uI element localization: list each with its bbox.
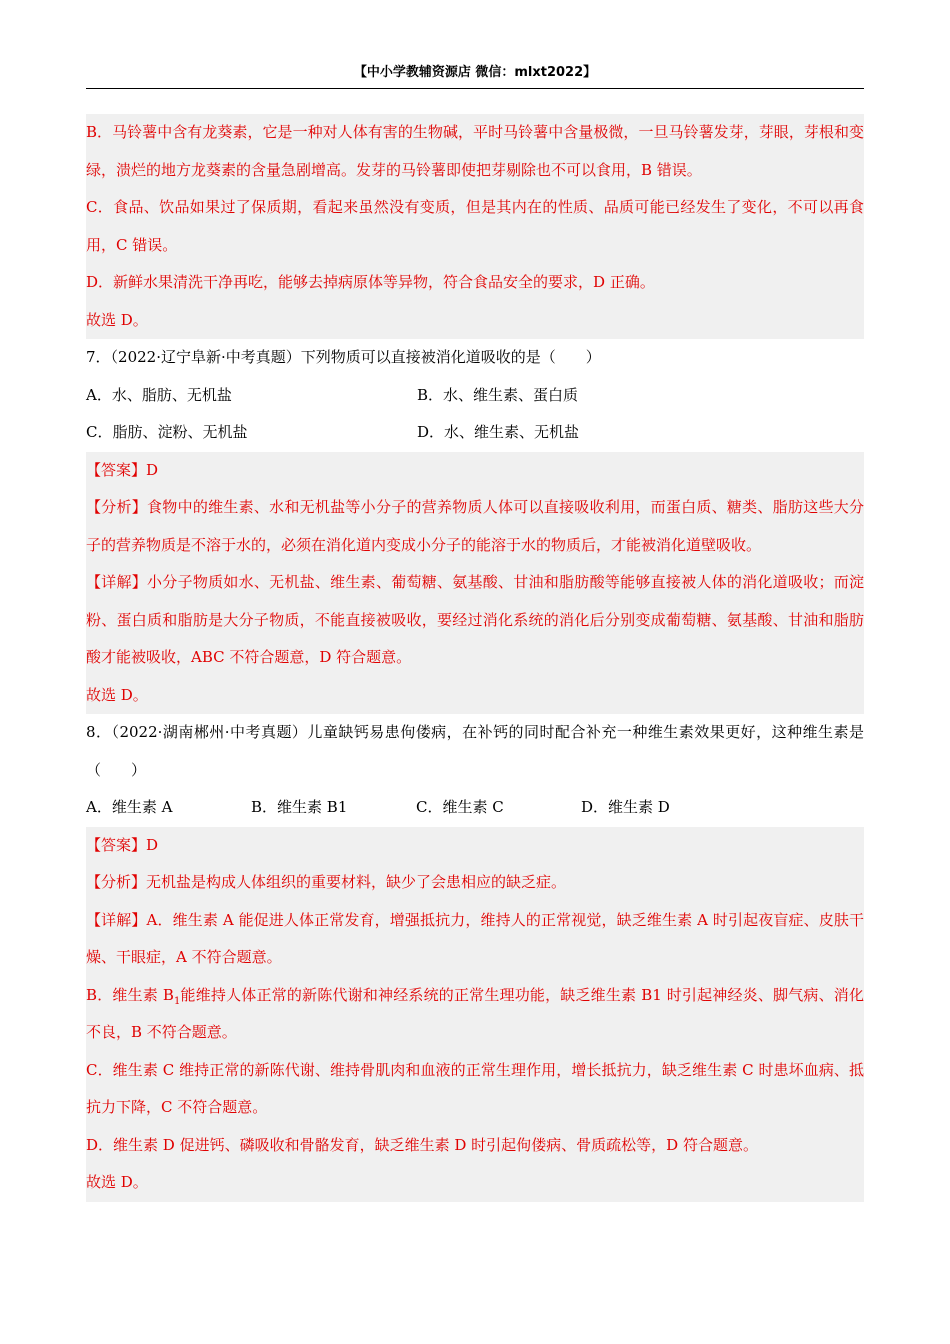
question-8: [86, 714, 864, 827]
q7-options-row-1: [86, 377, 864, 415]
q8-answer-block: [86, 827, 864, 1202]
q8-detail-b-pre: B．维生素 B: [86, 985, 174, 1004]
page-header: 【中小学教辅资源店 微信：mlxt2022】: [86, 62, 864, 89]
detail-tag: 【详解】: [86, 573, 148, 591]
q7-option-a: A．水、脂肪、无机盐: [86, 385, 232, 404]
q7-option-c: C．脂肪、淀粉、无机盐: [86, 423, 248, 441]
q7-stem: 7．（2022·辽宁阜新·中考真题）下列物质可以直接被消化道吸收的是（ ）: [86, 348, 601, 366]
prev-option-b-explanation: B．马铃薯中含有龙葵素，它是一种对人体有害的生物碱，平时马铃薯中含量极微，一旦马铃薯发芽，芽眼，芽根和变绿，溃烂的地方龙葵素的含量急剧增高。发芽的马铃薯即使把芽剔除也不可以食用，B 错误。: [86, 123, 864, 179]
document-body: [86, 114, 864, 1202]
analysis-tag: 【分析】: [86, 498, 148, 516]
q8-detail-b-post: 能维持人体正常的新陈代谢和神经系统的正常生理功能，缺乏维生素 B1 时引起神经炎、脚气病、消化不良，B 不符合题意。: [86, 985, 864, 1041]
detail-tag: 【详解】: [86, 910, 147, 929]
q7-option-b: B．水、维生素、蛋白质: [417, 385, 579, 404]
answer-tag: 【答案】: [86, 460, 147, 479]
q8-options-row: [86, 789, 864, 827]
analysis-tag: 【分析】: [86, 873, 147, 891]
q8-detail-c: C．维生素 C 维持正常的新陈代谢、维持骨肌肉和血液的正常生理作用，增长抵抗力，缺乏维生素 C 时患坏血病、抵抗力下降，C 不符合题意。: [86, 1060, 864, 1116]
question-7: [86, 339, 864, 452]
q8-option-d: D．维生素 D: [581, 798, 670, 816]
q8-option-c: C．维生素 C: [416, 798, 504, 816]
q7-answer-block: [86, 452, 864, 715]
q8-option-b: B．维生素 B1: [251, 798, 348, 816]
q7-analysis: [86, 489, 864, 564]
answer-tag: 【答案】: [86, 835, 147, 854]
q7-options-row-2: [86, 414, 864, 452]
prev-option-d-explanation: D．新鲜水果清洗干净再吃，能够去掉病原体等异物，符合食品安全的要求，D 正确。: [86, 273, 655, 291]
prev-conclusion: 故选 D。: [86, 310, 148, 329]
q8-detail-a: [86, 902, 864, 977]
q7-option-d: D．水、维生素、无机盐: [417, 423, 580, 441]
q8-detail-d: D．维生素 D 促进钙、磷吸收和骨骼发育，缺乏维生素 D 时引起佝偻病、骨质疏松等，D 符合题意。: [86, 1135, 758, 1154]
q7-conclusion: 故选 D。: [86, 685, 148, 704]
q8-answer: [86, 827, 864, 865]
q7-detail: [86, 564, 864, 677]
q8-detail-b: [86, 977, 864, 1052]
q7-answer: [86, 452, 864, 490]
q8-analysis-text: 无机盐是构成人体组织的重要材料，缺少了会患相应的缺乏症。: [146, 873, 567, 891]
q8-conclusion: 故选 D。: [86, 1173, 148, 1191]
q8-detail-a-text: A．维生素 A 能促进人体正常发育，增强抵抗力，维持人的正常视觉，缺乏维生素 A 时引起夜盲症、皮肤干燥、干眼症，A 不符合题意。: [86, 910, 864, 966]
q8-detail-b-subscript: 1: [173, 995, 181, 1007]
q8-option-a: A．维生素 A: [86, 798, 173, 816]
prev-option-c-explanation: C．食品、饮品如果过了保质期，看起来虽然没有变质，但是其内在的性质、品质可能已经发生了变化，不可以再食用，C 错误。: [86, 198, 864, 254]
q8-answer-value: D: [146, 835, 159, 854]
previous-answer-block: [86, 114, 864, 339]
q7-analysis-text: 食物中的维生素、水和无机盐等小分子的营养物质人体可以直接吸收利用，而蛋白质、糖类、脂肪这些大分子的营养物质是不溶于水的，必须在消化道内变成小分子的能溶于水的物质后，才能被消化道壁吸收。: [86, 498, 864, 554]
q7-answer-value: D: [146, 460, 159, 479]
q7-detail-text: 小分子物质如水、无机盐、维生素、葡萄糖、氨基酸、甘油和脂肪酸等能够直接被人体的消化道吸收；而淀粉、蛋白质和脂肪是大分子物质，不能直接被吸收，要经过消化系统的消化后分别变成葡萄糖、氨基酸、甘油和脂肪酸才能被吸收，ABC 不符合题意，D 符合题意。: [86, 573, 864, 666]
q8-analysis: [86, 864, 864, 902]
q8-stem: 8．（2022·湖南郴州·中考真题）儿童缺钙易患佝偻病，在补钙的同时配合补充一种维生素效果更好，这种维生素是（ ）: [86, 723, 864, 779]
